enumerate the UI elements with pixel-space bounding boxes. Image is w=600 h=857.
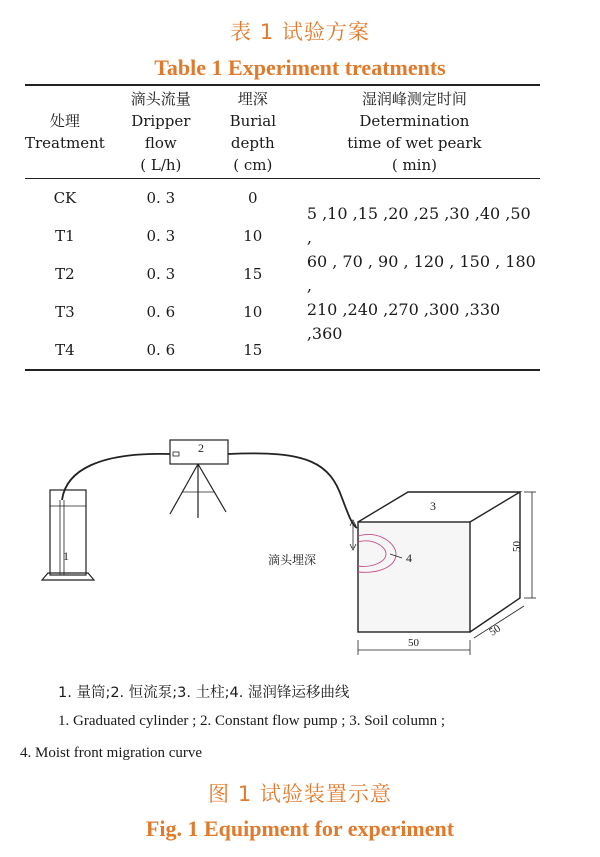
- header-time-en-2: time of wet peark: [347, 134, 482, 152]
- times-line-3: 210 ,240 ,270 ,300 ,330 ,360: [306, 300, 501, 343]
- times-line-2: 60 , 70 , 90 , 120 , 150 , 180 ,: [306, 252, 536, 295]
- header-depth-en-2: depth: [230, 134, 275, 152]
- label-curve: 4: [406, 551, 412, 565]
- cell-treatment: T4: [55, 341, 75, 359]
- cell-flow: 0. 3: [146, 189, 176, 207]
- header-treatment-cn: 处理: [49, 112, 80, 130]
- table-caption-en: Table 1 Experiment treatments: [154, 55, 446, 80]
- cell-treatment: T2: [55, 265, 75, 283]
- cell-depth: 0: [248, 189, 258, 207]
- header-depth-cn: 埋深: [237, 90, 268, 108]
- table-header-row: [25, 85, 540, 179]
- dim-width-label: 50: [408, 637, 419, 649]
- header-treatment: [25, 85, 105, 179]
- figure-legend-cn: 1. 量筒;2. 恒流泵;3. 土柱;4. 湿润锋运移曲线: [58, 685, 350, 701]
- header-treatment-en: Treatment: [25, 134, 105, 152]
- header-time-cn: 湿润峰测定时间: [361, 90, 467, 108]
- burial-depth-marker: [268, 520, 356, 567]
- cell-flow: 0. 3: [146, 227, 176, 245]
- header-depth-en-1: Burial: [229, 112, 277, 130]
- dimension-depth: [474, 606, 524, 639]
- soil-column: [358, 492, 520, 632]
- header-time: [289, 85, 540, 179]
- header-time-en-1: Determination: [359, 112, 470, 130]
- cell-flow: 0. 3: [146, 265, 176, 283]
- equipment-diagram: [30, 430, 550, 665]
- header-flow-en-2: flow: [144, 134, 177, 152]
- dimension-width: [358, 637, 470, 655]
- graduated-cylinder: [42, 490, 94, 580]
- label-cylinder: 1: [63, 549, 69, 563]
- figure-caption-cn: 图 1 试验装置示意: [208, 782, 392, 806]
- tube-right: [228, 453, 357, 528]
- dimension-height: [511, 492, 536, 598]
- header-flow-en-1: Dripper: [131, 112, 191, 130]
- cell-depth: 15: [243, 265, 263, 283]
- header-flow: [105, 85, 217, 179]
- header-flow-cn: 滴头流量: [130, 90, 191, 108]
- header-flow-unit: ( L/h): [140, 156, 182, 174]
- figure-caption-en: Fig. 1 Equipment for experiment: [145, 816, 455, 841]
- cell-flow: 0. 6: [146, 303, 176, 321]
- header-depth-unit: ( cm): [233, 156, 273, 174]
- dim-height-label: 50: [511, 541, 523, 552]
- header-depth: [217, 85, 289, 179]
- cell-depth: 10: [243, 303, 263, 321]
- label-column: 3: [430, 499, 436, 513]
- burial-depth-label: 滴头埋深: [268, 553, 317, 567]
- figure-legend-en-1: 1. Graduated cylinder ; 2. Constant flow pump ; 3. Soil column ;: [58, 713, 446, 729]
- cell-flow: 0. 6: [146, 341, 176, 359]
- constant-flow-pump: [170, 440, 228, 518]
- experiment-table: [25, 84, 540, 371]
- cell-times: [289, 179, 540, 371]
- cell-treatment: T3: [55, 303, 75, 321]
- table-caption-cn: 表 1 试验方案: [230, 20, 370, 44]
- cell-treatment: CK: [53, 189, 77, 207]
- dim-depth-label: 50: [487, 622, 503, 639]
- table-row: [25, 179, 540, 218]
- times-line-1: 5 ,10 ,15 ,20 ,25 ,30 ,40 ,50 ,: [306, 204, 531, 247]
- header-time-unit: ( min): [391, 156, 437, 174]
- tube-left: [62, 454, 170, 500]
- label-pump: 2: [198, 441, 204, 455]
- figure-legend-en-2: 4. Moist front migration curve: [20, 745, 203, 761]
- cell-depth: 15: [243, 341, 263, 359]
- cell-treatment: T1: [55, 227, 75, 245]
- cell-depth: 10: [243, 227, 263, 245]
